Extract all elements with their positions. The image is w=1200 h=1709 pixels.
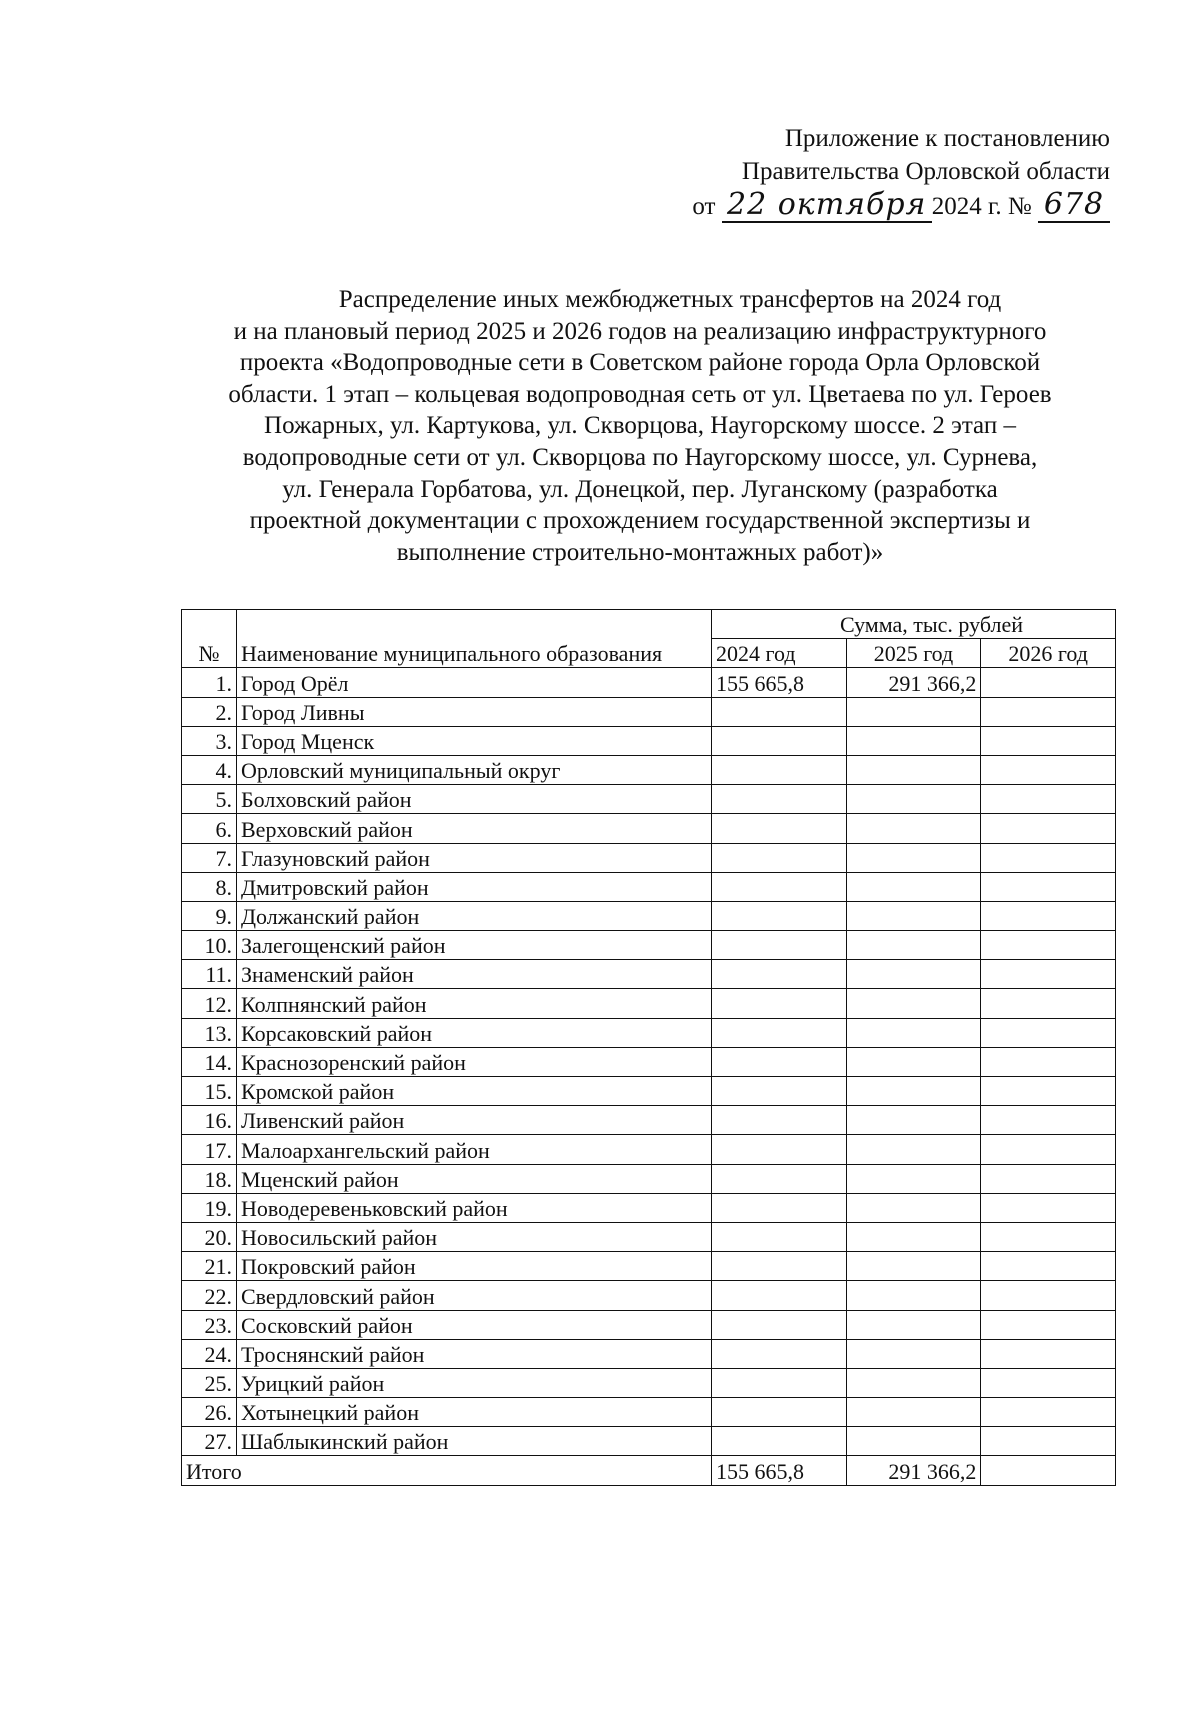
row-number: 2. xyxy=(182,697,237,726)
row-value-2024 xyxy=(712,697,847,726)
row-value-2024 xyxy=(712,1398,847,1427)
row-number: 20. xyxy=(182,1222,237,1251)
row-number: 1. xyxy=(182,668,237,697)
row-value-2025 xyxy=(846,1427,981,1456)
handwritten-date: 22 октября xyxy=(722,188,932,223)
total-row xyxy=(182,1456,1116,1485)
row-value-2024 xyxy=(712,1018,847,1047)
row-municipality: Орловский муниципальный округ xyxy=(237,755,712,784)
row-value-2026 xyxy=(981,1077,1116,1106)
row-value-2025 xyxy=(846,1106,981,1135)
row-value-2025 xyxy=(846,1222,981,1251)
row-value-2026 xyxy=(981,726,1116,755)
row-value-2025 xyxy=(846,726,981,755)
title-line: ул. Генерала Горбатова, ул. Донецкой, пер. Луганскому (разработка xyxy=(282,475,998,503)
row-value-2025 xyxy=(846,1398,981,1427)
row-number: 6. xyxy=(182,814,237,843)
row-value-2026 xyxy=(981,843,1116,872)
title-line: водопроводные сети от ул. Скворцова по Наугорскому шоссе, ул. Сурнева, xyxy=(242,443,1038,471)
table-row xyxy=(182,1368,1116,1397)
table-row xyxy=(182,1310,1116,1339)
row-municipality: Покровский район xyxy=(237,1252,712,1281)
table-row xyxy=(182,668,1116,697)
row-number: 8. xyxy=(182,872,237,901)
header-line-2: Правительства Орловской области xyxy=(741,158,1110,185)
row-municipality: Новосильский район xyxy=(237,1222,712,1251)
row-value-2025: 291 366,2 xyxy=(846,668,981,697)
document-title xyxy=(150,284,1130,568)
row-value-2026 xyxy=(981,1164,1116,1193)
row-municipality: Должанский район xyxy=(237,901,712,930)
row-value-2024 xyxy=(712,785,847,814)
row-value-2025 xyxy=(846,785,981,814)
row-municipality: Дмитровский район xyxy=(237,872,712,901)
table-row xyxy=(182,1164,1116,1193)
row-value-2025 xyxy=(846,1281,981,1310)
row-value-2026 xyxy=(981,1339,1116,1368)
row-number: 17. xyxy=(182,1135,237,1164)
row-value-2026 xyxy=(981,668,1116,697)
table-row xyxy=(182,755,1116,784)
appendix-header xyxy=(650,122,1110,223)
row-municipality: Свердловский район xyxy=(237,1281,712,1310)
col-2025-header: 2025 год xyxy=(846,639,981,668)
row-municipality: Глазуновский район xyxy=(237,843,712,872)
title-line: и на плановый период 2025 и 2026 годов на реализацию инфраструктурного xyxy=(233,317,1047,345)
row-value-2024 xyxy=(712,755,847,784)
row-number: 18. xyxy=(182,1164,237,1193)
row-municipality: Урицкий район xyxy=(237,1368,712,1397)
title-line: проектной документации с прохождением государственной экспертизы и xyxy=(249,507,1031,535)
row-municipality: Колпнянский район xyxy=(237,989,712,1018)
row-value-2024 xyxy=(712,872,847,901)
row-value-2026 xyxy=(981,960,1116,989)
row-number: 25. xyxy=(182,1368,237,1397)
row-value-2024 xyxy=(712,901,847,930)
row-value-2025 xyxy=(846,843,981,872)
row-value-2025 xyxy=(846,1252,981,1281)
row-number: 13. xyxy=(182,1018,237,1047)
row-municipality: Знаменский район xyxy=(237,960,712,989)
row-value-2026 xyxy=(981,1310,1116,1339)
table-body xyxy=(182,668,1116,1456)
row-number: 9. xyxy=(182,901,237,930)
row-number: 4. xyxy=(182,755,237,784)
row-municipality: Краснозоренский район xyxy=(237,1047,712,1076)
row-value-2026 xyxy=(981,1368,1116,1397)
table-row xyxy=(182,1398,1116,1427)
total-2025: 291 366,2 xyxy=(846,1456,981,1485)
header-date-prefix: от xyxy=(692,193,716,220)
row-value-2024 xyxy=(712,1047,847,1076)
row-number: 5. xyxy=(182,785,237,814)
row-municipality: Город Ливны xyxy=(237,697,712,726)
row-value-2025 xyxy=(846,1310,981,1339)
row-municipality: Новодеревеньковский район xyxy=(237,1193,712,1222)
row-value-2025 xyxy=(846,901,981,930)
row-value-2025 xyxy=(846,814,981,843)
row-municipality: Хотынецкий район xyxy=(237,1398,712,1427)
row-municipality: Корсаковский район xyxy=(237,1018,712,1047)
row-value-2024 xyxy=(712,989,847,1018)
row-value-2026 xyxy=(981,872,1116,901)
col-name-header: Наименование муниципального образования xyxy=(237,610,712,668)
total-2024: 155 665,8 xyxy=(712,1456,847,1485)
row-value-2024 xyxy=(712,1077,847,1106)
header-date-line xyxy=(650,188,1110,223)
row-value-2026 xyxy=(981,1252,1116,1281)
row-value-2024 xyxy=(712,1164,847,1193)
row-value-2025 xyxy=(846,1368,981,1397)
row-municipality: Город Мценск xyxy=(237,726,712,755)
row-value-2024 xyxy=(712,843,847,872)
row-value-2026 xyxy=(981,1222,1116,1251)
col-number-header: № xyxy=(182,610,237,668)
row-value-2024: 155 665,8 xyxy=(712,668,847,697)
row-value-2024 xyxy=(712,1135,847,1164)
row-number: 10. xyxy=(182,931,237,960)
handwritten-number: 678 xyxy=(1038,188,1110,223)
row-value-2026 xyxy=(981,1427,1116,1456)
row-value-2025 xyxy=(846,1164,981,1193)
row-value-2024 xyxy=(712,1281,847,1310)
row-value-2026 xyxy=(981,1047,1116,1076)
table-row xyxy=(182,1106,1116,1135)
row-value-2025 xyxy=(846,931,981,960)
row-value-2026 xyxy=(981,989,1116,1018)
table-row xyxy=(182,697,1116,726)
row-number: 26. xyxy=(182,1398,237,1427)
row-value-2024 xyxy=(712,1339,847,1368)
row-value-2025 xyxy=(846,960,981,989)
row-value-2024 xyxy=(712,1310,847,1339)
row-value-2026 xyxy=(981,1398,1116,1427)
table-row xyxy=(182,843,1116,872)
row-value-2024 xyxy=(712,1222,847,1251)
col-2024-header: 2024 год xyxy=(712,639,847,668)
row-value-2025 xyxy=(846,755,981,784)
row-municipality: Малоархангельский район xyxy=(237,1135,712,1164)
row-value-2024 xyxy=(712,1252,847,1281)
table-row xyxy=(182,1077,1116,1106)
table-header-row xyxy=(182,610,1116,639)
table-row xyxy=(182,1018,1116,1047)
row-value-2024 xyxy=(712,1193,847,1222)
table-row xyxy=(182,814,1116,843)
row-value-2025 xyxy=(846,1135,981,1164)
title-line: Распределение иных межбюджетных трансфертов на 2024 год xyxy=(338,286,1002,313)
row-number: 24. xyxy=(182,1339,237,1368)
table-row xyxy=(182,785,1116,814)
table-row xyxy=(182,1222,1116,1251)
row-municipality: Болховский район xyxy=(237,785,712,814)
table-row xyxy=(182,1281,1116,1310)
title-line: области. 1 этап – кольцевая водопроводная сеть от ул. Цветаева по ул. Героев xyxy=(228,380,1052,408)
row-number: 11. xyxy=(182,960,237,989)
row-value-2026 xyxy=(981,785,1116,814)
row-number: 21. xyxy=(182,1252,237,1281)
row-number: 27. xyxy=(182,1427,237,1456)
row-value-2025 xyxy=(846,989,981,1018)
row-value-2026 xyxy=(981,931,1116,960)
row-municipality: Сосковский район xyxy=(237,1310,712,1339)
header-line-1: Приложение к постановлению xyxy=(784,125,1110,152)
row-number: 16. xyxy=(182,1106,237,1135)
row-value-2024 xyxy=(712,726,847,755)
row-value-2024 xyxy=(712,1368,847,1397)
row-municipality: Верховский район xyxy=(237,814,712,843)
row-value-2026 xyxy=(981,1018,1116,1047)
row-value-2024 xyxy=(712,1427,847,1456)
row-municipality: Троснянский район xyxy=(237,1339,712,1368)
table-row xyxy=(182,1047,1116,1076)
row-number: 15. xyxy=(182,1077,237,1106)
row-value-2024 xyxy=(712,931,847,960)
row-value-2024 xyxy=(712,960,847,989)
row-value-2026 xyxy=(981,1106,1116,1135)
row-value-2025 xyxy=(846,697,981,726)
distribution-table xyxy=(181,609,1116,1486)
row-value-2026 xyxy=(981,901,1116,930)
row-value-2026 xyxy=(981,1281,1116,1310)
row-municipality: Мценский район xyxy=(237,1164,712,1193)
row-value-2026 xyxy=(981,755,1116,784)
table-row xyxy=(182,726,1116,755)
row-value-2026 xyxy=(981,814,1116,843)
row-value-2025 xyxy=(846,1047,981,1076)
row-value-2025 xyxy=(846,1193,981,1222)
row-municipality: Ливенский район xyxy=(237,1106,712,1135)
row-value-2025 xyxy=(846,872,981,901)
table-row xyxy=(182,1252,1116,1281)
table-row xyxy=(182,960,1116,989)
title-line: выполнение строительно-монтажных работ)» xyxy=(396,538,884,566)
row-number: 7. xyxy=(182,843,237,872)
row-value-2024 xyxy=(712,814,847,843)
row-number: 12. xyxy=(182,989,237,1018)
header-year-text: 2024 г. № xyxy=(931,193,1032,220)
row-value-2024 xyxy=(712,1106,847,1135)
row-value-2026 xyxy=(981,697,1116,726)
row-municipality: Город Орёл xyxy=(237,668,712,697)
row-value-2025 xyxy=(846,1077,981,1106)
row-number: 23. xyxy=(182,1310,237,1339)
row-value-2026 xyxy=(981,1135,1116,1164)
row-value-2025 xyxy=(846,1018,981,1047)
table-row xyxy=(182,872,1116,901)
table-row xyxy=(182,1339,1116,1368)
table-row xyxy=(182,901,1116,930)
title-line: проекта «Водопроводные сети в Советском районе города Орла Орловской xyxy=(239,349,1041,377)
row-value-2025 xyxy=(846,1339,981,1368)
row-number: 19. xyxy=(182,1193,237,1222)
col-sum-header: Сумма, тыс. рублей xyxy=(712,610,1116,639)
row-number: 3. xyxy=(182,726,237,755)
row-municipality: Кромской район xyxy=(237,1077,712,1106)
col-2026-header: 2026 год xyxy=(981,639,1116,668)
row-value-2026 xyxy=(981,1193,1116,1222)
table-row xyxy=(182,931,1116,960)
table-row xyxy=(182,1135,1116,1164)
row-number: 22. xyxy=(182,1281,237,1310)
total-2026 xyxy=(981,1456,1116,1485)
row-number: 14. xyxy=(182,1047,237,1076)
title-line: Пожарных, ул. Картукова, ул. Скворцова, Наугорскому шоссе. 2 этап – xyxy=(264,412,1016,440)
row-municipality: Залегощенский район xyxy=(237,931,712,960)
row-municipality: Шаблыкинский район xyxy=(237,1427,712,1456)
total-label: Итого xyxy=(182,1456,712,1485)
table-row xyxy=(182,1427,1116,1456)
table-row xyxy=(182,1193,1116,1222)
table-row xyxy=(182,989,1116,1018)
